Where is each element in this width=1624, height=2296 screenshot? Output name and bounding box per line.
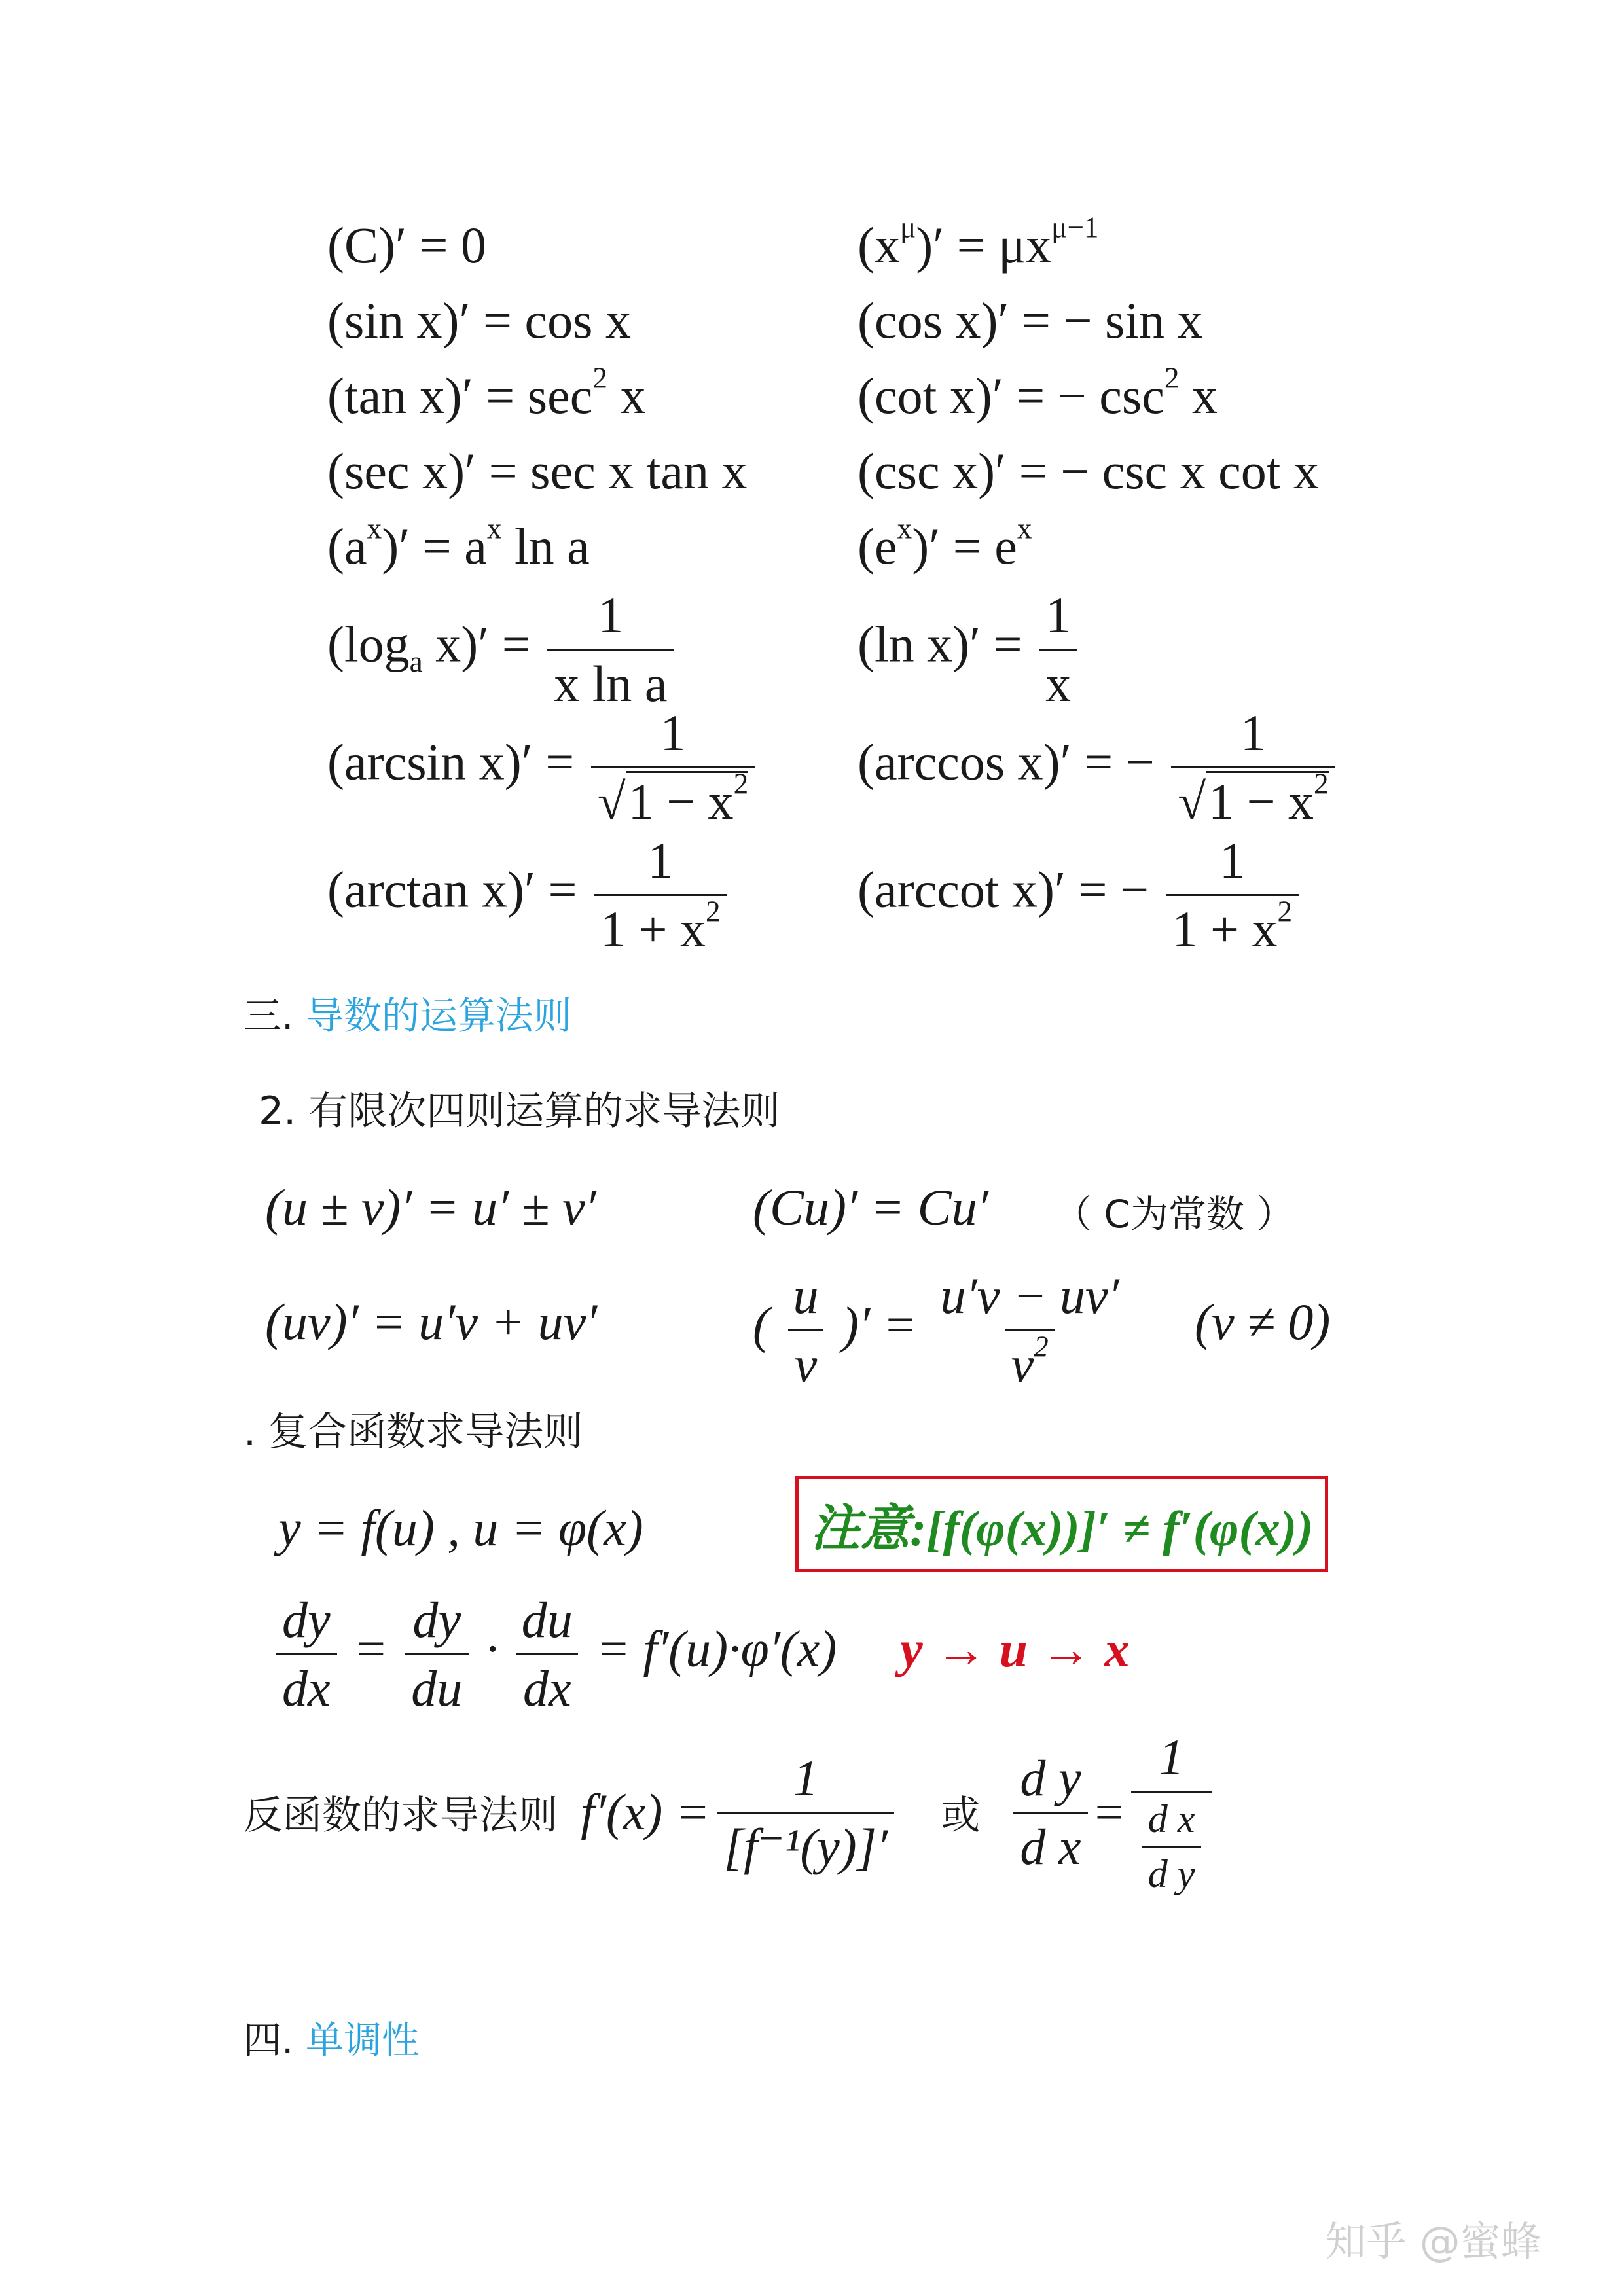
formula-text: (tan x)′ = sec (327, 367, 593, 424)
formula-text: (csc x)′ = − csc x cot x (857, 442, 1319, 499)
numerator: 1 (598, 586, 624, 643)
formula-text: (arccos x)′ = − (857, 733, 1155, 791)
formula-sup: 2 (706, 895, 721, 928)
fraction (786, 1266, 825, 1394)
fraction (515, 1590, 579, 1718)
formula-tan (327, 361, 646, 425)
formula-text: (cot x)′ = − csc (857, 367, 1164, 424)
denominator: x ln a (547, 649, 674, 713)
chain-rule-rhs: = f′(u)·φ′(x) (596, 1620, 837, 1677)
denominator: [f⁻¹(y)]′ (717, 1812, 895, 1876)
fraction (405, 1590, 469, 1718)
rule-product: (uv)′ = u′v + uv′ (265, 1293, 598, 1350)
formula-sup: x (897, 512, 912, 545)
formula-arctan (327, 831, 731, 959)
formula-text: (a (327, 518, 367, 575)
formula-ex (857, 512, 1032, 576)
dot: · (485, 1620, 499, 1677)
formula-sub: a (409, 645, 423, 679)
numerator: u (793, 1267, 819, 1324)
radicand-text: 1 − x (628, 773, 734, 830)
formula-sup: 2 (592, 361, 608, 395)
radicand-text: 1 − x (1208, 773, 1314, 830)
formula-sup: μ−1 (1051, 211, 1099, 244)
formula-sec (327, 442, 747, 501)
numerator: 1 (1045, 586, 1072, 643)
formula-text: (arccot x)′ = − (857, 861, 1149, 918)
numerator: 1 (1159, 1729, 1185, 1785)
formula-arccot (857, 831, 1303, 959)
fraction (594, 831, 727, 959)
rules-heading: 2. 有限次四则运算的求导法则 (259, 1088, 780, 1134)
formula-sin (327, 291, 631, 350)
equals: = (353, 1620, 388, 1677)
composite-heading: . 复合函数求导法则 (244, 1409, 583, 1455)
fraction (276, 1590, 337, 1718)
rule-quotient (753, 1266, 1130, 1394)
fraction (1131, 1728, 1212, 1897)
formula-text: (log (327, 615, 410, 673)
denominator-text: v (1011, 1336, 1034, 1393)
formula-text: )′ = μx (916, 217, 1052, 274)
numerator: dy (282, 1591, 331, 1648)
formula-text: (arctan x)′ = (327, 861, 577, 918)
inverse-label: 反函数的求导法则 (244, 1793, 558, 1839)
formula-arccos (857, 704, 1339, 831)
inverse-lhs: f′(x) = (581, 1784, 710, 1840)
chain-order: y → u → x (900, 1621, 1130, 1677)
numerator: u′v − uv′ (940, 1267, 1119, 1324)
fraction (717, 1749, 895, 1876)
section-title-link[interactable]: 导数的运算法则 (305, 994, 571, 1038)
formula-power (857, 211, 1099, 275)
paren: ( (753, 1296, 770, 1354)
denominator: dx (516, 1653, 578, 1718)
numerator: 1 (647, 832, 674, 889)
fraction (934, 1266, 1126, 1394)
formula-text: x (607, 367, 646, 424)
formula-sup: x (1017, 512, 1032, 545)
formula-text: (sin x)′ = cos x (327, 292, 632, 349)
formula-ax (327, 512, 590, 576)
numerator: 1 (1240, 704, 1266, 761)
paren: )′ = (841, 1296, 918, 1354)
formula-sup: 2 (1034, 1330, 1049, 1363)
numerator: dy (412, 1591, 461, 1648)
numerator: d y (1020, 1749, 1081, 1806)
denominator: $√1 - x^2$ (1171, 766, 1335, 831)
formula-csc (857, 442, 1319, 501)
section-heading-4 (244, 2009, 420, 2064)
section-prefix: 三. (244, 994, 294, 1038)
formula-sup: μ (899, 211, 916, 244)
denominator-text: 1 + x (1172, 901, 1278, 958)
sqrt-radicand (626, 767, 749, 830)
rule-const-mult: (Cu)′ = Cu′ (753, 1179, 988, 1236)
numerator: 1 (793, 1749, 819, 1806)
numerator: du (521, 1591, 573, 1648)
formula-text: )′ = e (912, 518, 1017, 575)
rule-quotient-condition: (v ≠ 0) (1195, 1293, 1331, 1350)
denominator: $√1 - x^2$ (591, 766, 755, 831)
sqrt-radicand (1206, 767, 1329, 830)
formula-text: (sec x)′ = sec x tan x (327, 442, 748, 499)
formula-text: (e (857, 518, 897, 575)
formula-arcsin (327, 704, 759, 831)
equals: = (1094, 1784, 1124, 1840)
fraction (1013, 1749, 1087, 1876)
rule-sum: (u ± v)′ = u′ ± v′ (265, 1179, 596, 1236)
watermark: 知乎 @蜜蜂 (1326, 2217, 1542, 2265)
numerator: d x (1147, 1797, 1195, 1840)
fraction (1171, 704, 1335, 831)
composite-definition: y = f(u) , u = φ(x) (278, 1499, 643, 1556)
formula-text: ln a (501, 518, 590, 575)
inverse-rule (244, 1728, 1216, 1897)
numerator: 1 (660, 704, 686, 761)
denominator (594, 894, 727, 959)
formula-sup: 2 (1164, 361, 1180, 395)
formula-text: x)′ = (422, 615, 531, 673)
formula-cot (857, 361, 1218, 425)
numerator: 1 (1219, 832, 1245, 889)
chain-rule (272, 1590, 837, 1718)
formula-ln (857, 586, 1081, 713)
section-prefix: 四. (244, 2018, 294, 2062)
inverse-or: 或 (941, 1793, 981, 1839)
formula-cos (857, 291, 1203, 350)
formula-sup: x (367, 512, 382, 545)
denominator (1166, 894, 1299, 959)
section-title-link[interactable]: 单调性 (305, 2018, 420, 2062)
formula-sup: x (486, 512, 502, 545)
formula-text: (x (857, 217, 900, 274)
fraction (1039, 586, 1077, 713)
denominator: d y (1142, 1846, 1202, 1897)
formula-log (327, 586, 678, 713)
denominator (1131, 1791, 1212, 1897)
rule-const-note: （ C为常数 ） (1054, 1192, 1295, 1236)
nested-fraction (1142, 1797, 1202, 1897)
formula-sup: 2 (1277, 895, 1293, 928)
formula-text: )′ = a (382, 518, 487, 575)
denominator: du (405, 1653, 469, 1718)
fraction (591, 704, 755, 831)
formula-const (327, 216, 486, 275)
denominator: dx (276, 1653, 337, 1718)
fraction (1166, 831, 1299, 959)
formula-text: (ln x)′ = (857, 615, 1022, 673)
formula-sup: 2 (733, 767, 749, 800)
formula-text: (cos x)′ = − sin x (857, 292, 1203, 349)
fraction (547, 586, 674, 713)
denominator: d x (1013, 1812, 1087, 1876)
section-heading-3 (244, 985, 571, 1040)
denominator: v (788, 1329, 824, 1394)
formula-text: x (1179, 367, 1218, 424)
composite-note-box: 注意:[f(φ(x))]′ ≠ f′(φ(x)) (795, 1476, 1328, 1572)
formula-sup: 2 (1314, 767, 1329, 800)
formula-text: (arcsin x)′ = (327, 733, 575, 791)
formula-text: (C)′ = 0 (327, 217, 487, 274)
denominator-text: 1 + x (600, 901, 706, 958)
denominator: x (1039, 649, 1077, 713)
denominator (1005, 1329, 1055, 1394)
